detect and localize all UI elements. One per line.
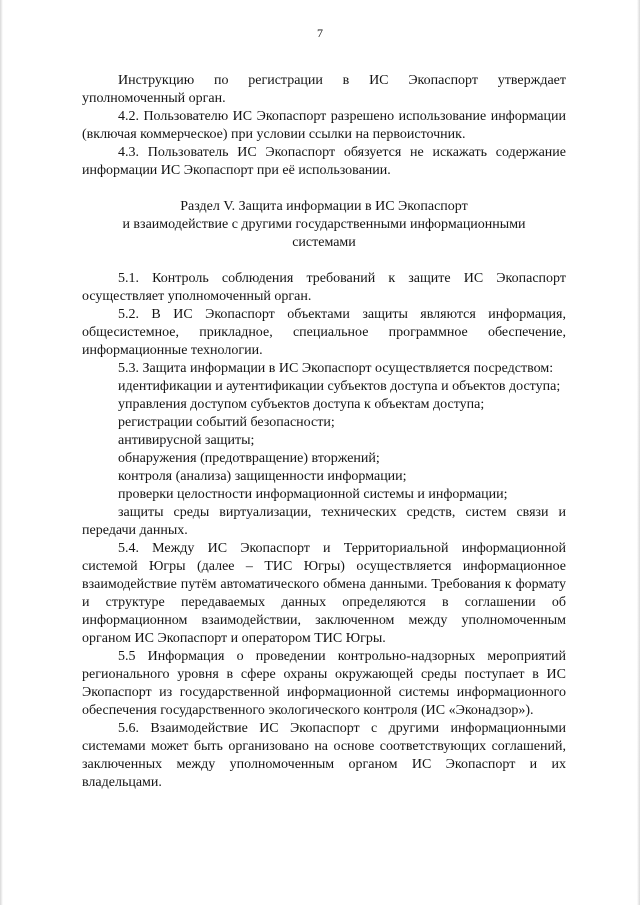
paragraph: 5.5 Информация о проведении контрольно-надзорных мероприятий регионального уровня в сфере охраны окружающей среды поступает в ИС Экопаспорт из государственной информационной системы информационного обеспечения государственного экологического контроля (ИС «Эконадзор»). [82, 649, 566, 718]
paragraph: 4.3. Пользователь ИС Экопаспорт обязуется не искажать содержание информации ИС Экопаспорт при её использовании. [82, 145, 566, 178]
list-item: обнаружения (предотвращение) вторжений; [118, 451, 380, 466]
list-item: проверки целостности информационной системы и информации; [118, 487, 508, 502]
list-item: антивирусной защиты; [118, 433, 255, 448]
section-heading-line: Раздел V. Защита информации в ИС Экопаспорт [180, 199, 468, 214]
list-item: регистрации событий безопасности; [118, 415, 335, 430]
paragraph: 4.2. Пользователю ИС Экопаспорт разрешено использование информации (включая коммерческое) при условии ссылки на первоисточник. [82, 109, 566, 142]
scan-edge-left [0, 0, 3, 905]
paragraph: 5.2. В ИС Экопаспорт объектами защиты являются информация, общесистемное, прикладное, специальное программное обеспечение, информационные технологии. [82, 307, 566, 358]
section-heading-line: системами [292, 235, 356, 250]
list-item: защиты среды виртуализации, технических средств, систем связи и передачи данных. [82, 505, 566, 538]
paragraph: Инструкцию по регистрации в ИС Экопаспорт утверждает уполномоченный орган. [82, 73, 566, 106]
paragraph: 5.6. Взаимодействие ИС Экопаспорт с другими информационными системами может быть организовано на основе соответствующих соглашений, заключенных между уполномоченным органом ИС Экопаспорт и их владельцами. [82, 721, 566, 790]
list-item: управления доступом субъектов доступа к объектам доступа; [118, 397, 485, 412]
list-item: идентификации и аутентификации субъектов доступа и объектов доступа; [118, 379, 561, 394]
section-heading-line: и взаимодействие с другими государственными информационными [122, 217, 526, 232]
paragraph: 5.1. Контроль соблюдения требований к защите ИС Экопаспорт осуществляет уполномоченный орган. [82, 271, 566, 304]
document-body [82, 72, 566, 792]
section-heading [82, 198, 566, 252]
paragraph: 5.4. Между ИС Экопаспорт и Территориальной информационной системой Югры (далее – ТИС Югры) осуществляется информационное взаимодействие путём автоматического обмена данными. Требования к формату и структуре передаваемых данных определяются в соглашении об информационном взаимодействии, заключенном между уполномоченным органом ИС Экопаспорт и оператором ТИС Югры. [82, 541, 566, 646]
paragraph: 5.3. Защита информации в ИС Экопаспорт осуществляется посредством: [118, 361, 554, 376]
list-item: контроля (анализа) защищенности информации; [118, 469, 407, 484]
page-number: 7 [317, 26, 323, 40]
